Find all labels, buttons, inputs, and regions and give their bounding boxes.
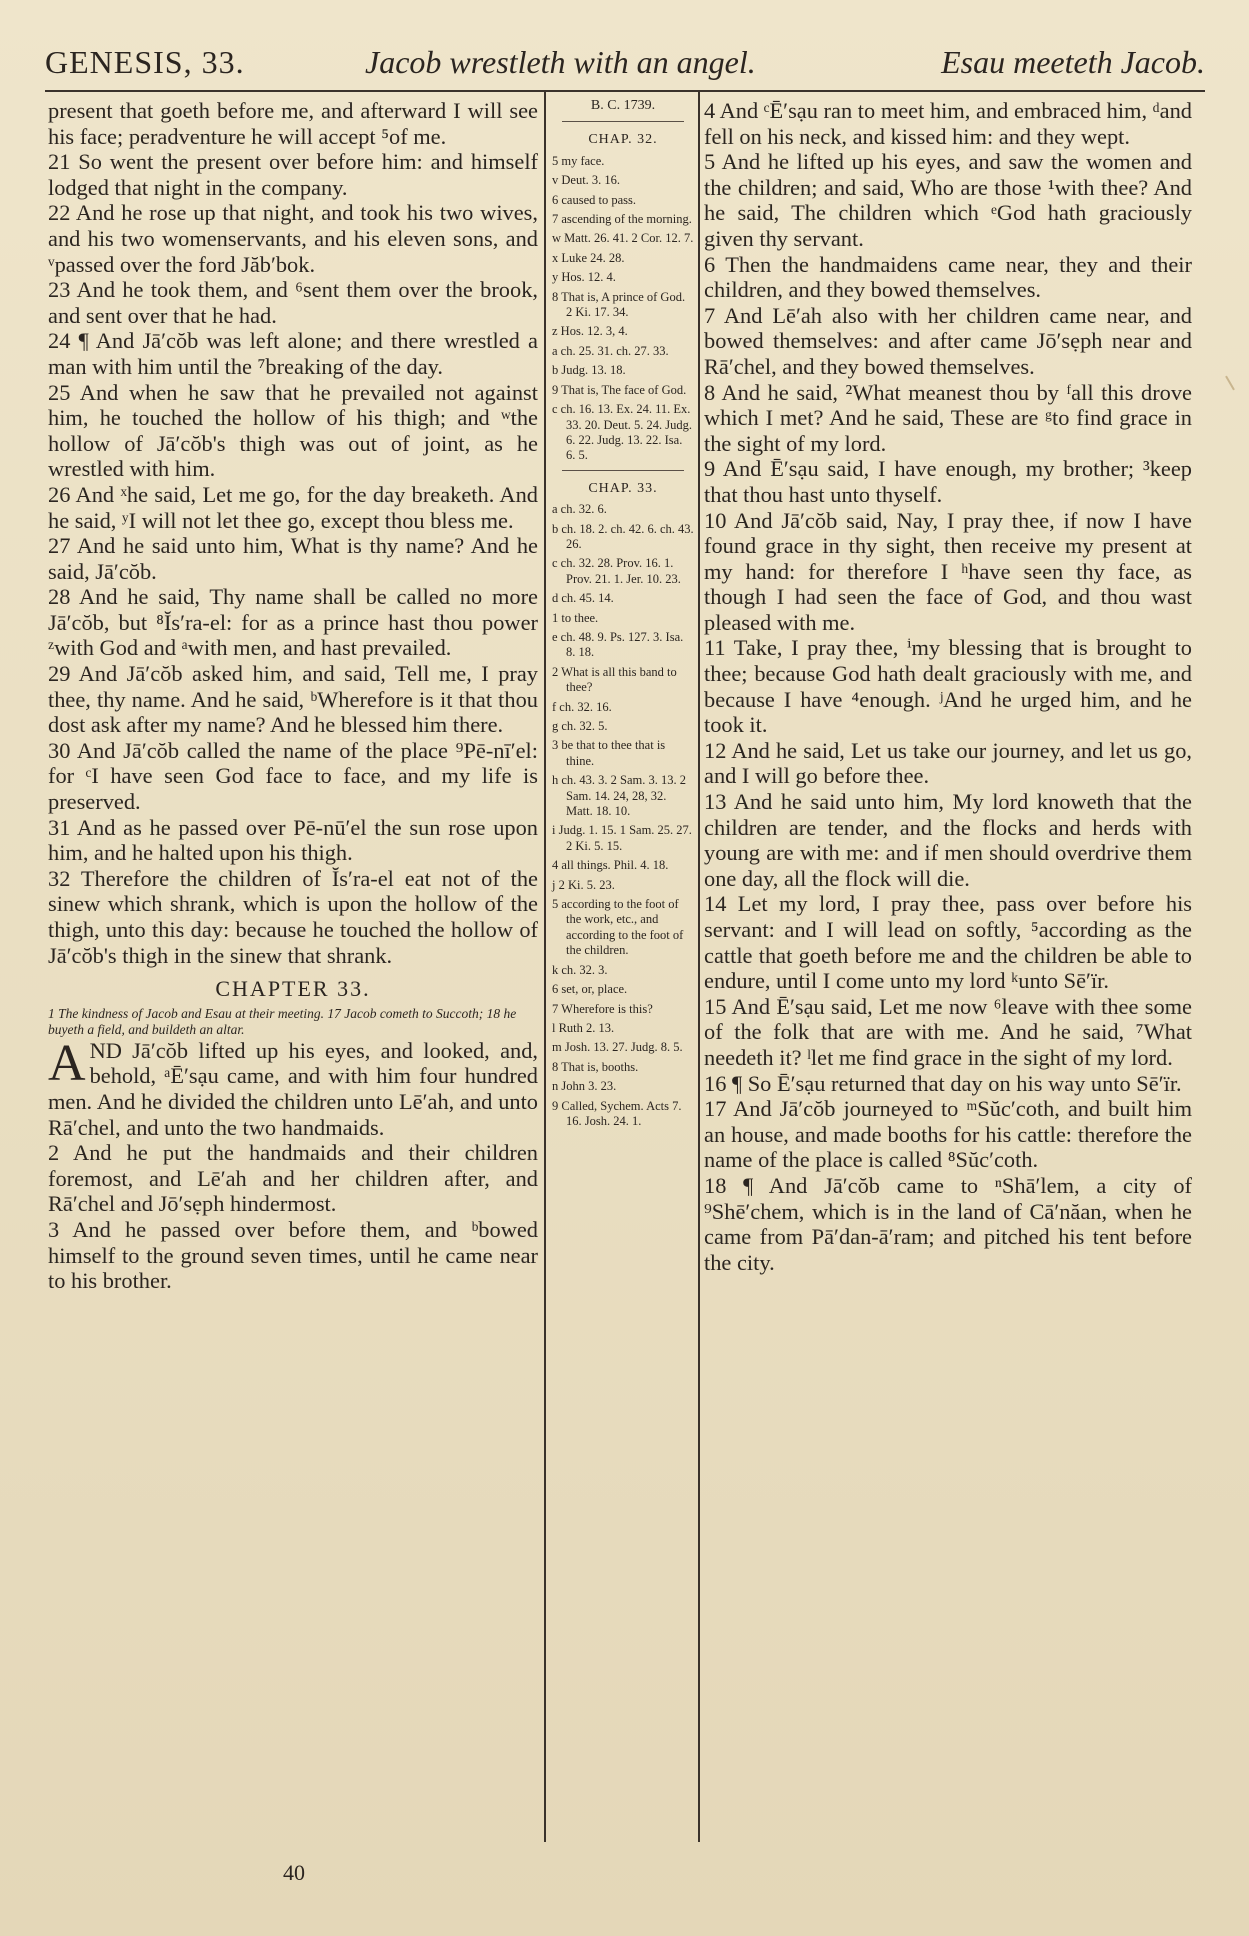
verse: 27 And he said unto him, What is thy name? And he said, Jā′cŏb. [48,533,538,584]
reference-note: 7 ascending of the morning. [552,212,692,227]
reference-note: a ch. 25. 31. ch. 27. 33. [552,343,669,358]
left-text-column [48,98,538,1294]
reference-note: v Deut. 3. 16. [552,173,621,188]
drop-cap: A [48,1034,86,1092]
reference-note: 6 caused to pass. [552,192,637,207]
reference-note: i Judg. 1. 15. 1 Sam. 25. 27. 2 Ki. 5. 15. [552,823,692,853]
verse: 12 And he said, Let us take our journey, and let us go, and I will go before thee. [704,737,1192,789]
reference-note: 8 That is, booths. [552,1059,639,1074]
verse: 9 And Ē′sạu said, I have enough, my brother; ³keep that thou hast unto thyself. [704,456,1192,507]
verse: 4 And ᶜĒ′sạu ran to meet him, and embraced him, ᵈand fell on his neck, and kissed him: and they wept. [704,98,1192,149]
verse: 2 And he put the handmaids and their children foremost, and Lē′ah and her children after, and Rā′chel and Jō′sẹph hindermost. [48,1140,538,1217]
verse: 17 And Jā′cŏb journeyed to ᵐSŭc′coth, and built him an house, and made booths for his cattle: therefore the name of the place is called ⁸Sŭc′coth. [704,1096,1192,1173]
margin-chapter-label: CHAP. 33. [588,480,658,496]
verse: present that goeth before me, and afterward I will see his face; peradventure he will accept ⁵of me. [48,98,538,149]
marginal-references [552,98,694,1133]
verse: 5 And he lifted up his eyes, and saw the women and the children; and said, Who are those ¹with thee? And he said, The children which ᵉGod hath graciously given thy servant. [704,149,1192,251]
reference-note: x Luke 24. 28. [552,250,625,265]
verse: 23 And he took them, and ⁶sent them over the brook, and sent over that he had. [48,277,538,328]
verse: 28 And he said, Thy name shall be called no more Jā′cŏb, but ⁸Ĭs′ra-el: for as a prince hast thou power ᶻwith God and ᵃwith men, and hast prevailed. [48,584,538,661]
verse: 11 Take, I pray thee, ⁱmy blessing that is brought to thee; because God hath dealt graciously with me, and because I have ⁴enough. ʲAnd he urged him, and he took it. [704,635,1192,738]
verse: 29 And Jā′cŏb asked him, and said, Tell me, I pray thee, thy name. And he said, ᵇWherefore is it that thou dost ask after my name? And he blessed him there. [48,661,538,738]
header-topic-right: Esau meeteth Jacob. [941,44,1205,80]
reference-note: l Ruth 2. 13. [552,1020,615,1035]
reference-note: h ch. 43. 3. 2 Sam. 3. 13. 2 Sam. 14. 24, 28, 32. Matt. 18. 10. [552,773,687,819]
verse: 10 And Jā′cŏb said, Nay, I pray thee, if now I have found grace in thy sight, then receive my present at my hand: for therefore I ʰhave seen thy face, as though I had seen the face of God, and thou wast pleased with me. [704,507,1192,635]
reference-note: c ch. 16. 13. Ex. 24. 11. Ex. 33. 20. Deut. 5. 24. Judg. 6. 22. Judg. 13. 22. Isa. 6. 5. [552,402,693,463]
verse-text: ND Jā′cŏb lifted up his eyes, and looked, and, behold, ᵃĒ′sạu came, and with him four hundred men. And he divided the children unto Lē′ah, and unto Rā′chel, and unto the two handmaids. [48,1037,538,1140]
header-topic-left: Jacob wrestleth with an angel. [365,44,756,80]
reference-note: k ch. 32. 3. [552,962,608,977]
paper-mark [1225,376,1235,391]
book-chapter-title: GENESIS, 33. [45,44,245,80]
reference-note: y Hos. 12. 4. [552,270,616,285]
reference-note: 3 be that to thee that is thine. [552,738,666,768]
reference-note: w Matt. 26. 41. 2 Cor. 12. 7. [552,231,694,246]
verse: 26 And ˣhe said, Let me go, for the day breaketh. And he said, ʸI will not let thee go, except thou bless me. [48,481,538,533]
reference-note: 2 What is all this band to thee? [552,664,677,695]
reference-note: 9 That is, The face of God. [552,382,687,397]
reference-note: 1 to thee. [552,610,599,625]
reference-note: j 2 Ki. 5. 23. [552,877,615,892]
column-rule-left [544,92,546,1842]
verse: 14 Let my lord, I pray thee, pass over before his servant: and I will lead on softly, ⁵according as the cattle that goeth before me and the children be able to endure, until I come unto my lord ᵏunto Sē′ïr. [704,891,1192,994]
verse: 25 And when he saw that he prevailed not against him, he touched the hollow of his thigh; and ʷthe hollow of Jā′cŏb's thigh was out of joint, as he wrestled with him. [48,379,538,482]
chapter-summary: 1 The kindness of Jacob and Esau at their meeting. 17 Jacob cometh to Succoth; 18 he buyeth a field, and buildeth an altar. [48,1005,517,1037]
chapter-heading: CHAPTER 33. [215,976,371,1002]
verse: 30 And Jā′cŏb called the name of the place ⁹Pē-nī′el: for ᶜI have seen God face to face, and my life is preserved. [48,737,538,815]
reference-note: 7 Wherefore is this? [552,1001,653,1016]
reference-note: d ch. 45. 14. [552,591,614,606]
margin-chapter-label: CHAP. 32. [588,132,658,148]
verse: 8 And he said, ²What meanest thou by ᶠall this drove which I met? And he said, These are ᵍto find grace in the sight of my lord. [704,379,1192,456]
reference-note: n John 3. 23. [552,1079,617,1094]
verse: 7 And Lē′ah also with her children came near, and bowed themselves: and after came Jō′sẹph near and Rā′chel, and they bowed themselves. [704,302,1192,379]
reference-note: 6 set, or, place. [552,982,628,997]
verse: 3 And he passed over before them, and ᵇbowed himself to the ground seven times, until he came near to his brother. [48,1216,538,1294]
reference-note: e ch. 48. 9. Ps. 127. 3. Isa. 8. 18. [552,629,684,660]
verse: 6 Then the handmaidens came near, they and their children, and they bowed themselves. [704,251,1192,303]
reference-note: m Josh. 13. 27. Judg. 8. 5. [552,1040,683,1055]
reference-note: b Judg. 13. 18. [552,363,626,378]
verse: 21 So went the present over before him: and himself lodged that night in the company. [48,149,538,200]
divider [562,121,684,122]
year-note: B. C. 1739. [590,98,656,113]
verse: 13 And he said unto him, My lord knoweth that the children are tender, and the flocks and herds with young are with me: and if men should overdrive them one day, all the flock will die. [704,789,1192,891]
reference-note: f ch. 32. 16. [552,699,612,714]
right-text-column [704,98,1192,1275]
divider [562,470,684,471]
reference-note: g ch. 32. 5. [552,719,608,733]
verse: 24 ¶ And Jā′cŏb was left alone; and there wrestled a man with him until the ⁷breaking of the day. [48,328,538,379]
reference-note: c ch. 32. 28. Prov. 16. 1. Prov. 21. 1. Jer. 10. 23. [552,556,681,586]
verse: 31 And as he passed over Pē-nū′el the sun rose upon him, and he halted upon his thigh. [48,814,538,866]
chapter-first-verse [48,1034,538,1140]
reference-note: 5 according to the foot of the work, etc., and according to the foot of the children. [552,897,684,958]
reference-note: 5 my face. [552,153,605,168]
verse: 18 ¶ And Jā′cŏb came to ⁿShā′lem, a city of ⁹Shē′chem, which is in the land of Cā′năan, when he came from Pā′dan-ā′ram; and pitched his tent before the city. [704,1172,1192,1275]
reference-note: 8 That is, A prince of God. 2 Ki. 17. 34. [552,289,686,320]
verse: 22 And he rose up that night, and took his two wives, and his two womenservants, and his eleven sons, and ᵛpassed over the ford Jăb′bok. [48,200,538,277]
verse: 15 And Ē′sạu said, Let me now ⁶leave with thee some of the folk that are with me. And he said, ⁷What needeth it? ˡlet me find grace in the sight of my lord. [704,993,1192,1070]
page-number: 40 [283,1860,305,1885]
verse: 16 ¶ So Ē′sạu returned that day on his way unto Sē′ïr. [704,1070,1182,1096]
verse: 32 Therefore the children of Ĭs′ra-el eat not of the sinew which shrank, which is upon the hollow of the thigh, unto this day: because he touched the hollow of Jā′cŏb's thigh in the sinew that shrank. [48,865,538,968]
reference-note: 4 all things. Phil. 4. 18. [552,858,669,873]
reference-note: z Hos. 12. 3, 4. [552,324,628,339]
reference-note: b ch. 18. 2. ch. 42. 6. ch. 43. 26. [552,521,694,551]
column-rule-right [698,92,700,1842]
reference-note: a ch. 32. 6. [552,502,607,517]
running-header [45,40,1205,92]
reference-note: 9 Called, Sychem. Acts 7. 16. Josh. 24. 1. [552,1098,682,1128]
